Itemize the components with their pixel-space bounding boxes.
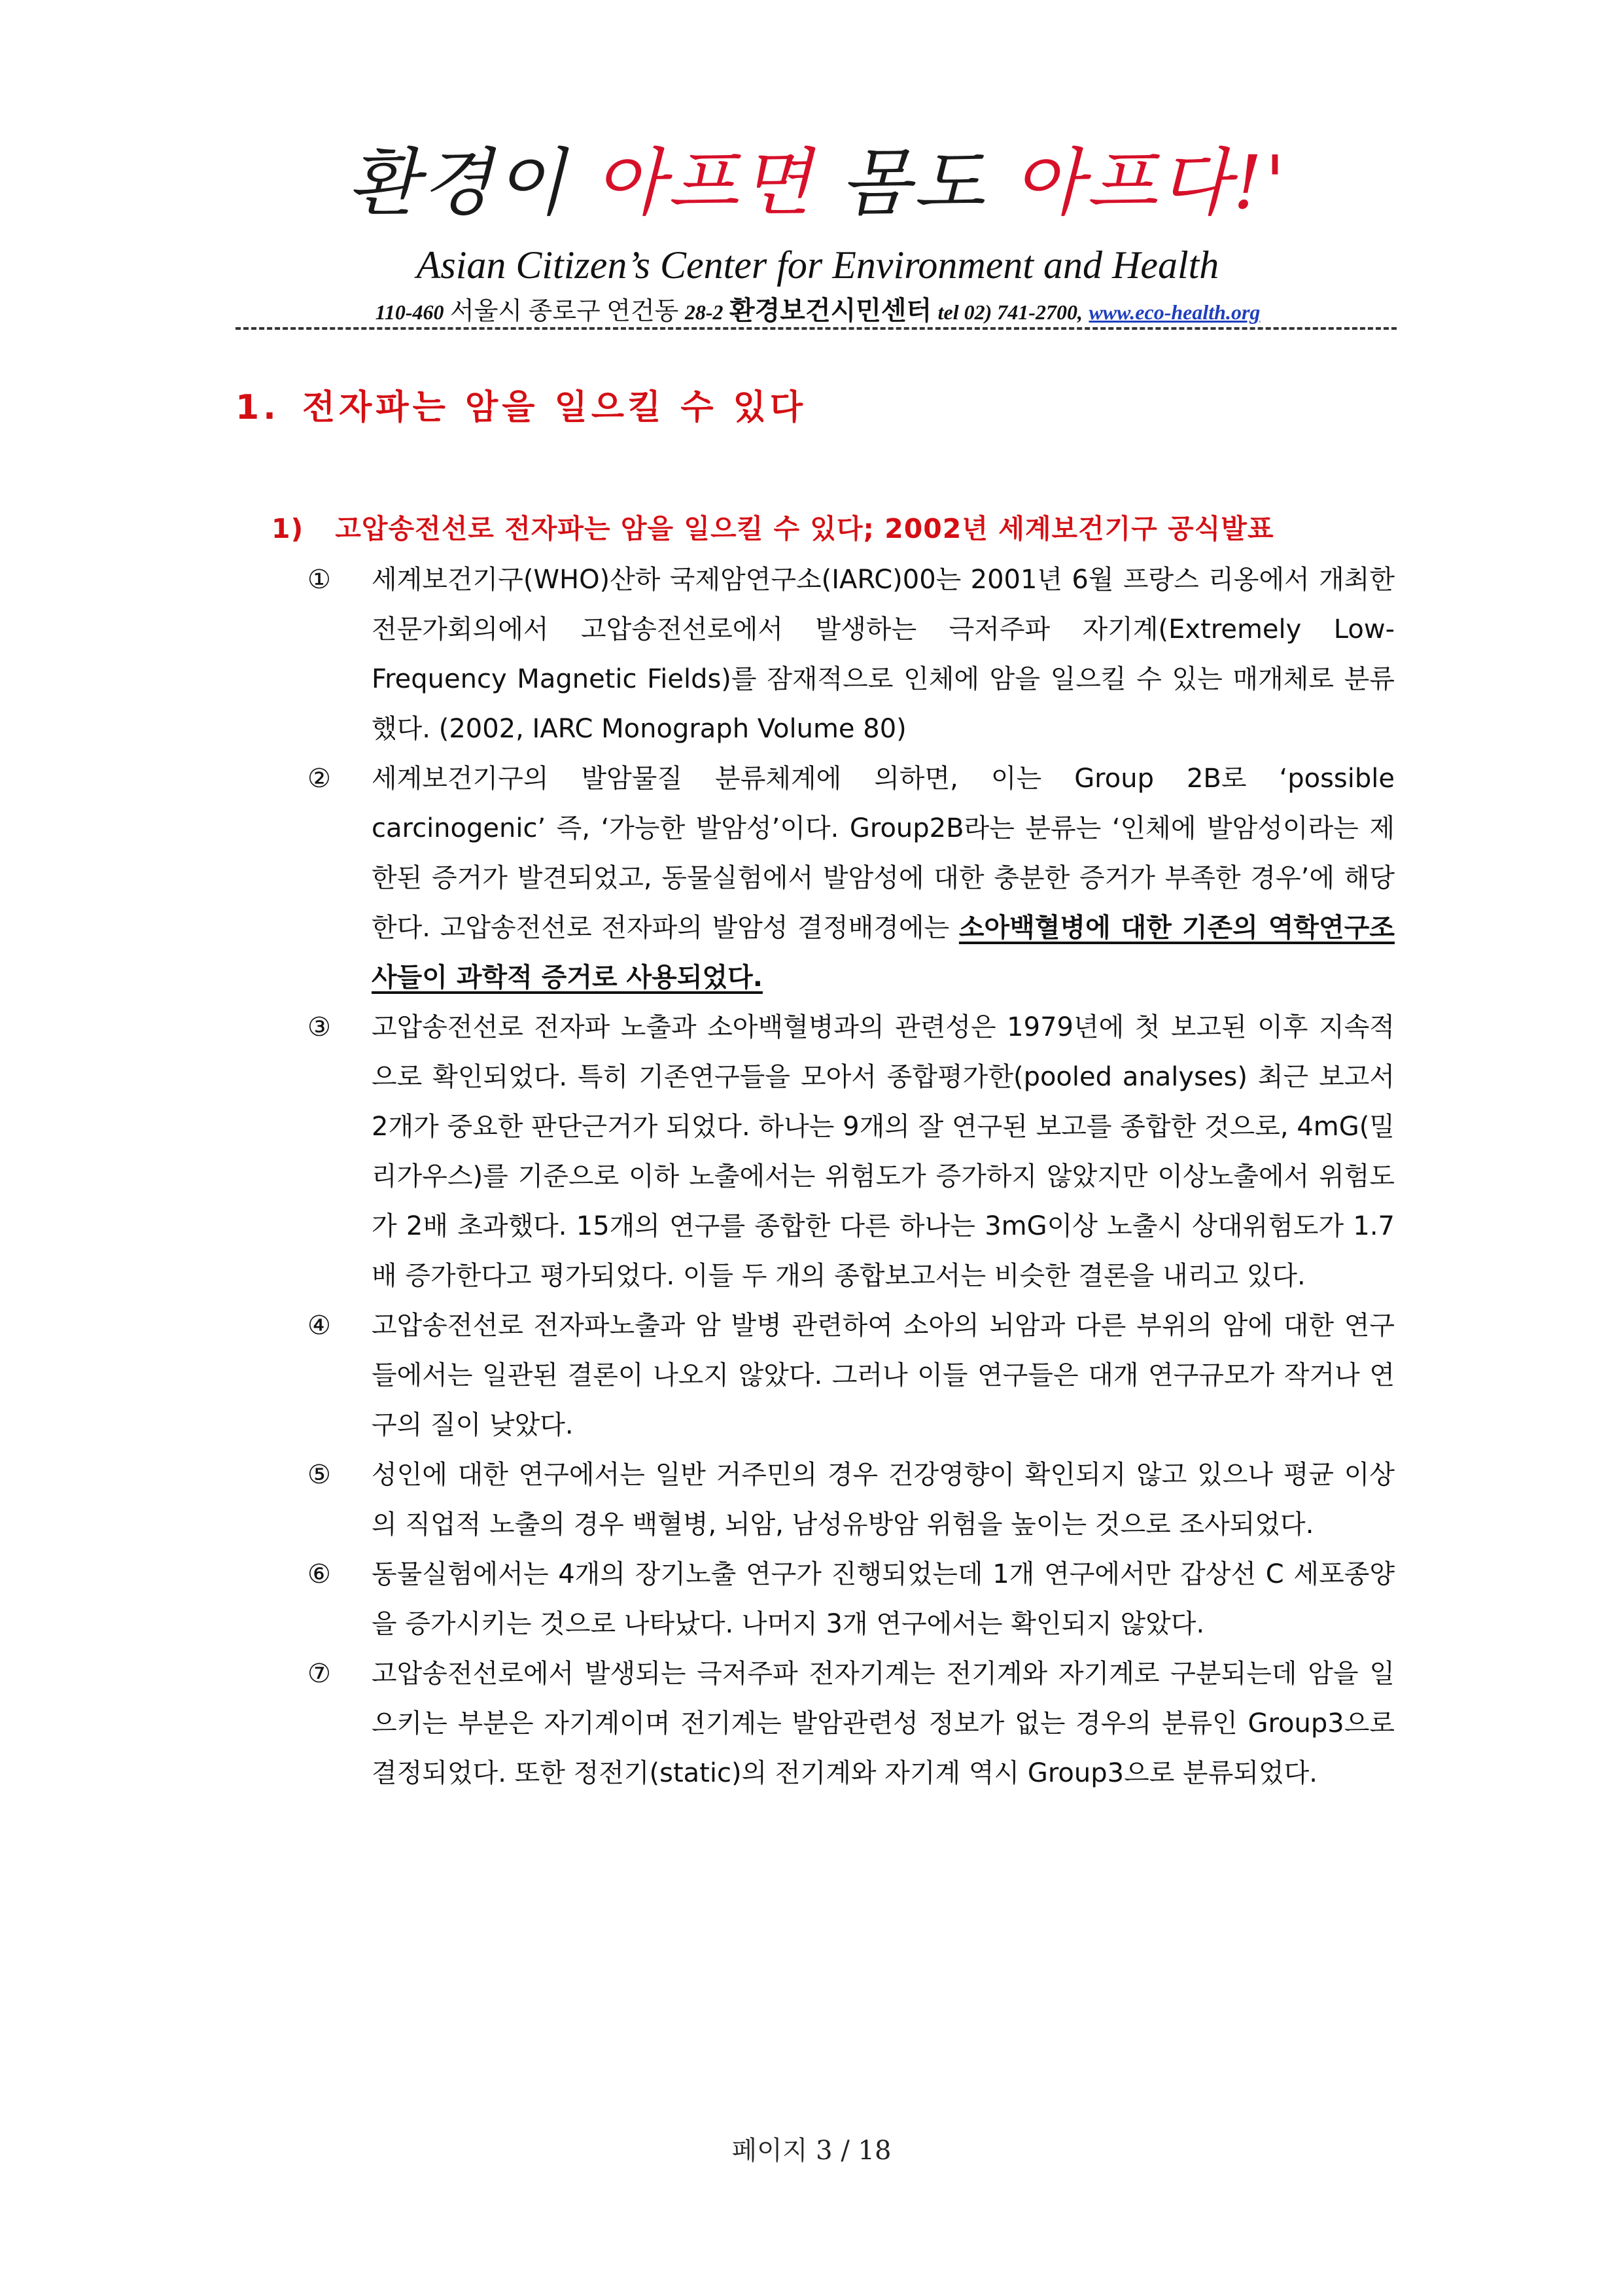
- item-marker: ③: [307, 1012, 331, 1042]
- slogan-logo: [236, 134, 1400, 232]
- list-item: [307, 1649, 1395, 1798]
- item-text: 고압송전선로 전자파 노출과 소아백혈병과의 관련성은 1979년에 첫 보고된 이후 지속적으로 확인되었다. 특히 기존연구들을 모아서 종합평가한(pooled analyses) 최근 보고서 2개가 중요한 판단근거가 되었다. 하나는 9개의 잘 연구된 보고를 종합한 것으로, 4mG(밀리가우스)를 기준으로 이하 노출에서는 위험도가 증가하지 않았지만 이상노출에서 위험도가 2배 초과했다. 15개의 연구를 종합한 다른 하나는 3mG이상 노출시 상대위험도가 1.7배 증가한다고 평가되었다. 이들 두 개의 종합보고서는 비슷한 결론을 내리고 있다.: [372, 1012, 1395, 1291]
- telephone: tel 02) 741-2700,: [937, 300, 1083, 324]
- section-number: 1.: [236, 388, 280, 427]
- item-marker: ⑤: [307, 1460, 331, 1490]
- page-number: 페이지 3 / 18: [731, 2136, 892, 2166]
- section-heading: [236, 380, 807, 429]
- slogan-part-2: 아프면: [593, 141, 814, 226]
- list-item: [307, 1549, 1395, 1649]
- address-text: 서울시 종로구 연건동: [450, 298, 679, 325]
- item-marker: ①: [307, 565, 331, 595]
- item-marker: ⑦: [307, 1659, 331, 1689]
- item-text: 고압송전선로에서 발생되는 극저주파 전자기계는 전기계와 자기계로 구분되는데 암을 일으키는 부분은 자기계이며 전기계는 발암관련성 정보가 없는 경우의 분류인 Group3으로 결정되었다. 또한 정전기(static)의 전기계와 자기계 역시 Group3으로 분류되었다.: [372, 1659, 1395, 1788]
- subsection-title: 고압송전선로 전자파는 암을 일으킬 수 있다; 2002년 세계보건기구 공식발표: [335, 513, 1274, 544]
- item-text: 세계보건기구(WHO)산하 국제암연구소(IARC)00는 2001년 6월 프랑스 리옹에서 개최한 전문가회의에서 고압송전선로에서 발생하는 극저주파 자기계(Extremely Low-Frequency Magnetic Fields)를 잠재적으로 인체에 암을 일으킬 수 있는 매개체로 분류했다. (2002, IARC Monograph Volume 80): [372, 565, 1395, 744]
- org-address-line: [236, 292, 1400, 330]
- item-emphasis: 소아백혈병에 대한 기존의 역학연구조사들이 과학적 증거로 사용되었다.: [372, 913, 1395, 993]
- item-text: 성인에 대한 연구에서는 일반 거주민의 경우 건강영향이 확인되지 않고 있으나 평균 이상의 직업적 노출의 경우 백혈병, 뇌암, 남성유방암 위험을 높이는 것으로 조사되었다.: [372, 1460, 1395, 1540]
- subsection-heading: [271, 507, 1274, 546]
- letterhead: [236, 134, 1400, 330]
- item-text: 동물실험에서는 4개의 장기노출 연구가 진행되었는데 1개 연구에서만 갑상선 C 세포종양을 증가시키는 것으로 나타났다. 나머지 3개 연구에서는 확인되지 않았다.: [372, 1559, 1395, 1639]
- address-code: 110-460: [375, 300, 444, 324]
- list-item: [307, 555, 1395, 754]
- finding-list: [307, 555, 1395, 1798]
- item-text: 고압송전선로 전자파노출과 암 발병 관련하여 소아의 뇌암과 다른 부위의 암에 대한 연구들에서는 일관된 결론이 나오지 않았다. 그러나 이들 연구들은 대개 연구규모가 작거나 연구의 질이 낮았다.: [372, 1311, 1395, 1440]
- item-marker: ④: [307, 1311, 331, 1341]
- item-marker: ⑥: [307, 1559, 331, 1589]
- list-item: [307, 1301, 1395, 1450]
- org-english-name: Asian Citizen’s Center for Environment and Health: [416, 243, 1219, 287]
- item-text-wrapper: [372, 754, 1395, 1002]
- list-item: [307, 1002, 1395, 1301]
- website-link[interactable]: www.eco-health.org: [1089, 300, 1261, 324]
- list-item: [307, 754, 1395, 1002]
- header-divider: [236, 327, 1397, 330]
- section-title: 전자파는 암을 일으킬 수 있다: [302, 388, 807, 427]
- slogan-part-4: 아프다!': [1013, 141, 1288, 226]
- subsection-number: 1): [271, 513, 304, 544]
- item-marker: ②: [307, 764, 331, 794]
- item-text: 세계보건기구의 발암물질 분류체계에 의하면, 이는 Group 2B로 ‘possible carcinogenic’ 즉, ‘가능한 발암성’이다. Group2B라는 분류는 ‘인체에 발암성이라는 제한된 증거가 발견되었고, 동물실험에서 발암성에 대한 충분한 증거가 부족한 경우’에 해당한다. 고압송전선로 전자파의 발암성 결정배경에는: [372, 764, 1395, 943]
- list-item: [307, 1450, 1395, 1549]
- org-korean-name: 환경보건시민센터: [729, 296, 932, 325]
- slogan-part-3: 몸도: [840, 141, 987, 226]
- address-number: 28-2: [684, 300, 724, 324]
- slogan-part-1: 환경이: [347, 141, 568, 226]
